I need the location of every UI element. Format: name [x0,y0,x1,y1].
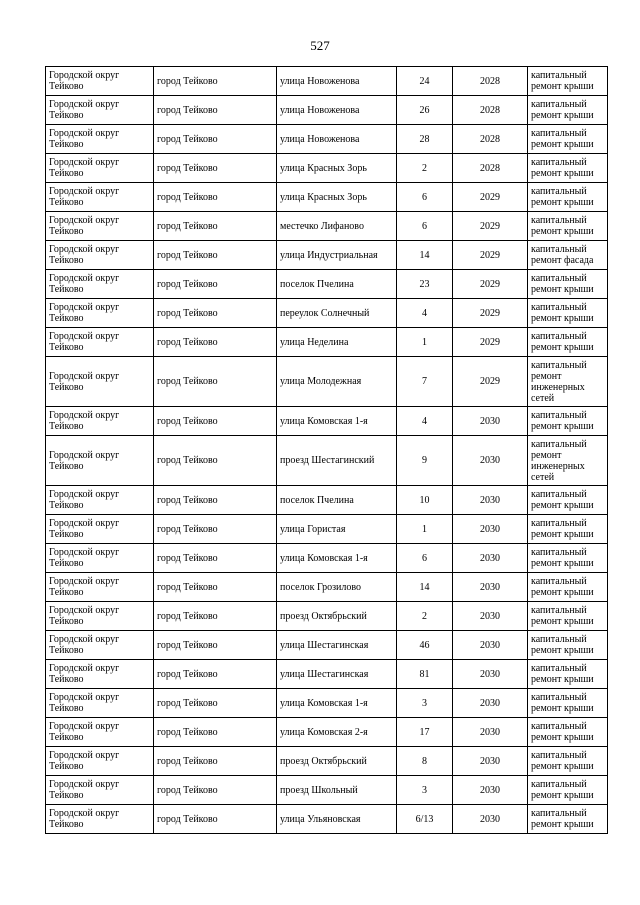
district-cell: Городской округ Тейково [46,486,154,515]
city-cell: город Тейково [154,776,277,805]
table-row [46,96,608,125]
year-cell: 2030 [453,436,528,486]
district-cell: Городской округ Тейково [46,602,154,631]
city-cell: город Тейково [154,602,277,631]
work-type-cell: капитальный ремонт инженерных сетей [528,357,608,407]
table-row [46,183,608,212]
table-row [46,747,608,776]
house-number-cell: 81 [397,660,453,689]
work-type-cell: капитальный ремонт крыши [528,154,608,183]
district-cell: Городской округ Тейково [46,241,154,270]
repair-schedule-table [45,66,608,834]
house-number-cell: 6 [397,544,453,573]
house-number-cell: 6 [397,212,453,241]
year-cell: 2030 [453,776,528,805]
house-number-cell: 7 [397,357,453,407]
house-number-cell: 4 [397,407,453,436]
house-number-cell: 9 [397,436,453,486]
table-row [46,718,608,747]
table-row [46,544,608,573]
work-type-cell: капитальный ремонт крыши [528,776,608,805]
house-number-cell: 2 [397,154,453,183]
district-cell: Городской округ Тейково [46,573,154,602]
year-cell: 2030 [453,602,528,631]
street-cell: улица Комовская 1-я [277,689,397,718]
year-cell: 2030 [453,805,528,834]
table-row [46,689,608,718]
work-type-cell: капитальный ремонт крыши [528,183,608,212]
year-cell: 2030 [453,486,528,515]
street-cell: проезд Школьный [277,776,397,805]
city-cell: город Тейково [154,515,277,544]
table-row [46,357,608,407]
house-number-cell: 3 [397,689,453,718]
city-cell: город Тейково [154,718,277,747]
city-cell: город Тейково [154,212,277,241]
table-row [46,631,608,660]
district-cell: Городской округ Тейково [46,805,154,834]
house-number-cell: 46 [397,631,453,660]
district-cell: Городской округ Тейково [46,544,154,573]
year-cell: 2028 [453,67,528,96]
year-cell: 2030 [453,573,528,602]
year-cell: 2030 [453,660,528,689]
house-number-cell: 10 [397,486,453,515]
house-number-cell: 26 [397,96,453,125]
city-cell: город Тейково [154,125,277,154]
street-cell: улица Ульяновская [277,805,397,834]
work-type-cell: капитальный ремонт крыши [528,407,608,436]
city-cell: город Тейково [154,357,277,407]
work-type-cell: капитальный ремонт фасада [528,241,608,270]
table-row [46,436,608,486]
district-cell: Городской округ Тейково [46,96,154,125]
table-row [46,602,608,631]
house-number-cell: 23 [397,270,453,299]
year-cell: 2029 [453,299,528,328]
year-cell: 2030 [453,631,528,660]
house-number-cell: 17 [397,718,453,747]
work-type-cell: капитальный ремонт крыши [528,486,608,515]
work-type-cell: капитальный ремонт крыши [528,689,608,718]
city-cell: город Тейково [154,486,277,515]
street-cell: улица Молодежная [277,357,397,407]
table-row [46,154,608,183]
city-cell: город Тейково [154,747,277,776]
city-cell: город Тейково [154,328,277,357]
work-type-cell: капитальный ремонт крыши [528,718,608,747]
street-cell: улица Новоженова [277,125,397,154]
year-cell: 2028 [453,96,528,125]
city-cell: город Тейково [154,67,277,96]
district-cell: Городской округ Тейково [46,436,154,486]
table-row [46,805,608,834]
house-number-cell: 6/13 [397,805,453,834]
table-row [46,573,608,602]
work-type-cell: капитальный ремонт крыши [528,602,608,631]
district-cell: Городской округ Тейково [46,125,154,154]
house-number-cell: 1 [397,515,453,544]
year-cell: 2030 [453,407,528,436]
work-type-cell: капитальный ремонт крыши [528,212,608,241]
year-cell: 2030 [453,747,528,776]
street-cell: проезд Октябрьский [277,747,397,776]
district-cell: Городской округ Тейково [46,515,154,544]
year-cell: 2029 [453,357,528,407]
district-cell: Городской округ Тейково [46,154,154,183]
district-cell: Городской округ Тейково [46,299,154,328]
work-type-cell: капитальный ремонт крыши [528,631,608,660]
table-row [46,486,608,515]
year-cell: 2029 [453,328,528,357]
year-cell: 2030 [453,689,528,718]
street-cell: улица Комовская 2-я [277,718,397,747]
table-row [46,241,608,270]
work-type-cell: капитальный ремонт крыши [528,328,608,357]
work-type-cell: капитальный ремонт крыши [528,660,608,689]
table-row [46,212,608,241]
table-row [46,515,608,544]
house-number-cell: 4 [397,299,453,328]
year-cell: 2030 [453,515,528,544]
year-cell: 2029 [453,270,528,299]
street-cell: улица Комовская 1-я [277,407,397,436]
year-cell: 2030 [453,718,528,747]
district-cell: Городской округ Тейково [46,660,154,689]
work-type-cell: капитальный ремонт крыши [528,299,608,328]
street-cell: поселок Пчелина [277,270,397,299]
city-cell: город Тейково [154,573,277,602]
city-cell: город Тейково [154,183,277,212]
page-number: 527 [310,38,330,53]
city-cell: город Тейково [154,544,277,573]
table-row [46,328,608,357]
house-number-cell: 14 [397,241,453,270]
city-cell: город Тейково [154,270,277,299]
district-cell: Городской округ Тейково [46,328,154,357]
year-cell: 2028 [453,125,528,154]
city-cell: город Тейково [154,407,277,436]
table-row [46,407,608,436]
district-cell: Городской округ Тейково [46,631,154,660]
table-row [46,270,608,299]
city-cell: город Тейково [154,805,277,834]
city-cell: город Тейково [154,154,277,183]
street-cell: поселок Пчелина [277,486,397,515]
street-cell: переулок Солнечный [277,299,397,328]
street-cell: проезд Шестагинский [277,436,397,486]
street-cell: улица Комовская 1-я [277,544,397,573]
work-type-cell: капитальный ремонт крыши [528,515,608,544]
street-cell: улица Шестагинская [277,631,397,660]
district-cell: Городской округ Тейково [46,407,154,436]
street-cell: местечко Лифаново [277,212,397,241]
house-number-cell: 6 [397,183,453,212]
work-type-cell: капитальный ремонт крыши [528,67,608,96]
street-cell: улица Новоженова [277,67,397,96]
district-cell: Городской округ Тейково [46,67,154,96]
table-row [46,67,608,96]
work-type-cell: капитальный ремонт крыши [528,805,608,834]
house-number-cell: 24 [397,67,453,96]
city-cell: город Тейково [154,660,277,689]
street-cell: улица Гористая [277,515,397,544]
district-cell: Городской округ Тейково [46,747,154,776]
house-number-cell: 14 [397,573,453,602]
year-cell: 2030 [453,544,528,573]
street-cell: улица Красных Зорь [277,154,397,183]
district-cell: Городской округ Тейково [46,357,154,407]
work-type-cell: капитальный ремонт крыши [528,125,608,154]
city-cell: город Тейково [154,241,277,270]
city-cell: город Тейково [154,436,277,486]
work-type-cell: капитальный ремонт крыши [528,544,608,573]
street-cell: улица Шестагинская [277,660,397,689]
street-cell: улица Индустриальная [277,241,397,270]
city-cell: город Тейково [154,631,277,660]
street-cell: улица Неделина [277,328,397,357]
district-cell: Городской округ Тейково [46,776,154,805]
work-type-cell: капитальный ремонт крыши [528,96,608,125]
street-cell: улица Красных Зорь [277,183,397,212]
year-cell: 2029 [453,183,528,212]
table-row [46,660,608,689]
house-number-cell: 8 [397,747,453,776]
street-cell: улица Новоженова [277,96,397,125]
table-row [46,299,608,328]
street-cell: проезд Октябрьский [277,602,397,631]
year-cell: 2028 [453,154,528,183]
work-type-cell: капитальный ремонт инженерных сетей [528,436,608,486]
district-cell: Городской округ Тейково [46,270,154,299]
house-number-cell: 2 [397,602,453,631]
city-cell: город Тейково [154,96,277,125]
table-row [46,125,608,154]
house-number-cell: 28 [397,125,453,154]
house-number-cell: 1 [397,328,453,357]
house-number-cell: 3 [397,776,453,805]
work-type-cell: капитальный ремонт крыши [528,573,608,602]
city-cell: город Тейково [154,299,277,328]
year-cell: 2029 [453,212,528,241]
work-type-cell: капитальный ремонт крыши [528,270,608,299]
table-row [46,776,608,805]
district-cell: Городской округ Тейково [46,183,154,212]
street-cell: поселок Грозилово [277,573,397,602]
work-type-cell: капитальный ремонт крыши [528,747,608,776]
year-cell: 2029 [453,241,528,270]
district-cell: Городской округ Тейково [46,718,154,747]
city-cell: город Тейково [154,689,277,718]
district-cell: Городской округ Тейково [46,689,154,718]
district-cell: Городской округ Тейково [46,212,154,241]
